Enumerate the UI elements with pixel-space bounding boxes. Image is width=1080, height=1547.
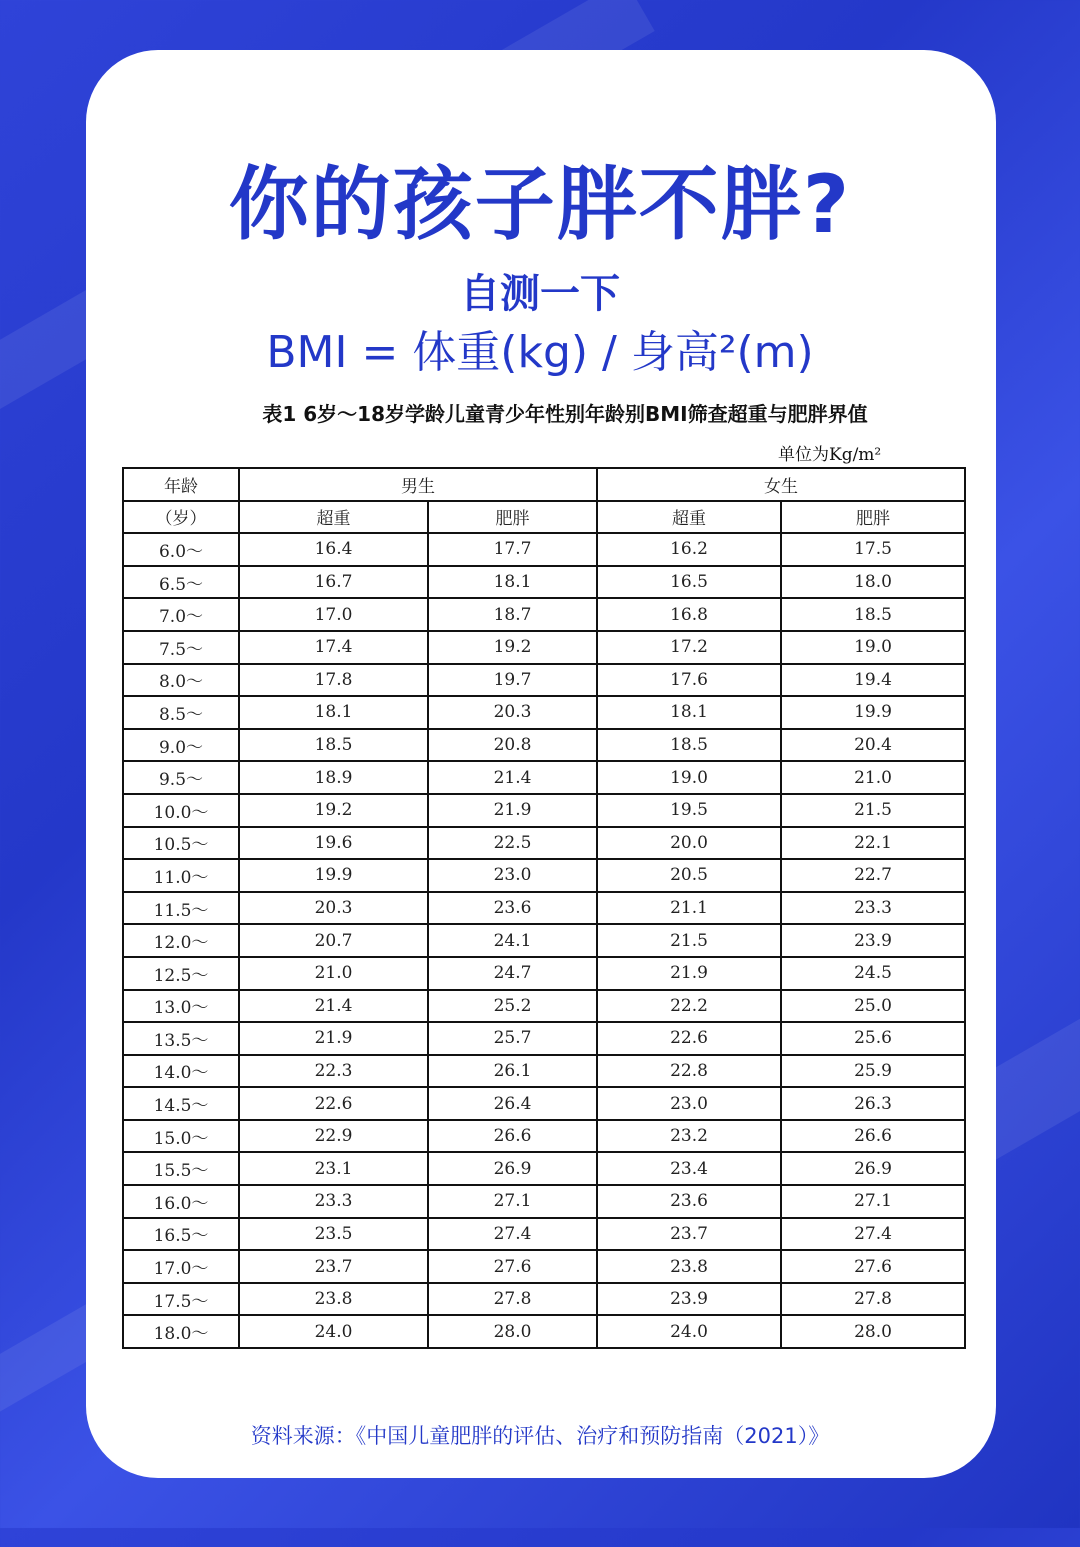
male-overweight-cell: 21.9 xyxy=(239,1022,428,1055)
female-obese-cell: 23.9 xyxy=(781,924,965,957)
female-overweight-cell: 23.0 xyxy=(597,1087,781,1120)
male-obese-cell: 18.1 xyxy=(428,566,597,599)
table-row xyxy=(123,696,965,729)
female-obese-cell: 25.0 xyxy=(781,990,965,1023)
female-overweight-cell: 17.6 xyxy=(597,664,781,697)
male-obese-cell: 25.2 xyxy=(428,990,597,1023)
male-header: 男生 xyxy=(239,468,597,501)
female-overweight-cell: 21.1 xyxy=(597,892,781,925)
female-overweight-cell: 24.0 xyxy=(597,1315,781,1348)
male-obese-cell: 22.5 xyxy=(428,827,597,860)
female-obese-cell: 22.7 xyxy=(781,859,965,892)
unit-label: 单位为Kg/m² xyxy=(778,445,882,465)
source-citation: 资料来源：《中国儿童肥胖的评估、治疗和预防指南（2021）》 xyxy=(250,1424,830,1448)
female-overweight-cell: 23.2 xyxy=(597,1120,781,1153)
table-row xyxy=(123,1218,965,1251)
table-row xyxy=(123,1022,965,1055)
male-overweight-cell: 17.4 xyxy=(239,631,428,664)
bmi-threshold-table xyxy=(122,467,966,1349)
female-overweight-cell: 16.5 xyxy=(597,566,781,599)
male-obese-cell: 24.7 xyxy=(428,957,597,990)
table-row xyxy=(123,892,965,925)
female-obese-cell: 27.8 xyxy=(781,1283,965,1316)
age-cell: 6.5～ xyxy=(123,566,239,599)
male-overweight-cell: 24.0 xyxy=(239,1315,428,1348)
age-header-line2: （岁） xyxy=(123,501,239,534)
male-obese-cell: 20.8 xyxy=(428,729,597,762)
male-obese-cell: 19.7 xyxy=(428,664,597,697)
table-row xyxy=(123,631,965,664)
table-row xyxy=(123,533,965,566)
male-obese-cell: 27.8 xyxy=(428,1283,597,1316)
age-cell: 9.5～ xyxy=(123,761,239,794)
male-overweight-cell: 17.8 xyxy=(239,664,428,697)
female-overweight-cell: 23.6 xyxy=(597,1185,781,1218)
female-obese-cell: 21.5 xyxy=(781,794,965,827)
table-row xyxy=(123,1152,965,1185)
table-row xyxy=(123,990,965,1023)
female-overweight-cell: 22.6 xyxy=(597,1022,781,1055)
female-overweight-cell: 23.9 xyxy=(597,1283,781,1316)
table-row xyxy=(123,1087,965,1120)
male-overweight-cell: 21.0 xyxy=(239,957,428,990)
age-cell: 12.5～ xyxy=(123,957,239,990)
table-row xyxy=(123,957,965,990)
female-obese-cell: 22.1 xyxy=(781,827,965,860)
table-row xyxy=(123,598,965,631)
age-cell: 8.5～ xyxy=(123,696,239,729)
female-overweight-cell: 20.5 xyxy=(597,859,781,892)
male-obese-cell: 24.1 xyxy=(428,924,597,957)
female-obese-cell: 27.6 xyxy=(781,1250,965,1283)
female-overweight-cell: 19.5 xyxy=(597,794,781,827)
female-overweight-cell: 21.9 xyxy=(597,957,781,990)
male-overweight-cell: 16.4 xyxy=(239,533,428,566)
table-caption: 表1 6岁～18岁学龄儿童青少年性别年龄别BMI筛查超重与肥胖界值 xyxy=(262,402,868,426)
female-obese-cell: 21.0 xyxy=(781,761,965,794)
table-row xyxy=(123,566,965,599)
male-overweight-cell: 16.7 xyxy=(239,566,428,599)
male-overweight-cell: 23.8 xyxy=(239,1283,428,1316)
female-overweight-cell: 22.8 xyxy=(597,1055,781,1088)
age-cell: 11.0～ xyxy=(123,859,239,892)
male-overweight-header: 超重 xyxy=(239,501,428,534)
table-row xyxy=(123,761,965,794)
age-cell: 18.0～ xyxy=(123,1315,239,1348)
table-row xyxy=(123,664,965,697)
female-header: 女生 xyxy=(597,468,965,501)
age-cell: 16.5～ xyxy=(123,1218,239,1251)
female-obese-cell: 27.4 xyxy=(781,1218,965,1251)
male-overweight-cell: 17.0 xyxy=(239,598,428,631)
male-obese-cell: 18.7 xyxy=(428,598,597,631)
female-obese-cell: 23.3 xyxy=(781,892,965,925)
male-overweight-cell: 19.6 xyxy=(239,827,428,860)
male-overweight-cell: 20.7 xyxy=(239,924,428,957)
male-overweight-cell: 19.2 xyxy=(239,794,428,827)
table-row xyxy=(123,1120,965,1153)
male-obese-cell: 23.6 xyxy=(428,892,597,925)
female-overweight-cell: 23.8 xyxy=(597,1250,781,1283)
male-overweight-cell: 18.5 xyxy=(239,729,428,762)
age-cell: 7.5～ xyxy=(123,631,239,664)
male-overweight-cell: 21.4 xyxy=(239,990,428,1023)
age-cell: 17.5～ xyxy=(123,1283,239,1316)
age-header-line1: 年龄 xyxy=(123,468,239,501)
male-obese-cell: 17.7 xyxy=(428,533,597,566)
male-overweight-cell: 22.3 xyxy=(239,1055,428,1088)
male-obese-cell: 27.6 xyxy=(428,1250,597,1283)
age-cell: 13.5～ xyxy=(123,1022,239,1055)
male-obese-header: 肥胖 xyxy=(428,501,597,534)
page-title: 你的孩子胖不胖? xyxy=(228,158,852,251)
male-overweight-cell: 23.7 xyxy=(239,1250,428,1283)
male-obese-cell: 27.4 xyxy=(428,1218,597,1251)
age-cell: 8.0～ xyxy=(123,664,239,697)
age-cell: 15.5～ xyxy=(123,1152,239,1185)
male-obese-cell: 26.1 xyxy=(428,1055,597,1088)
age-cell: 13.0～ xyxy=(123,990,239,1023)
female-overweight-cell: 23.4 xyxy=(597,1152,781,1185)
female-overweight-header: 超重 xyxy=(597,501,781,534)
male-overweight-cell: 19.9 xyxy=(239,859,428,892)
male-obese-cell: 28.0 xyxy=(428,1315,597,1348)
female-obese-cell: 28.0 xyxy=(781,1315,965,1348)
table-row xyxy=(123,859,965,892)
age-cell: 11.5～ xyxy=(123,892,239,925)
page-subtitle: 自测一下 xyxy=(460,271,620,317)
female-obese-cell: 24.5 xyxy=(781,957,965,990)
male-overweight-cell: 22.6 xyxy=(239,1087,428,1120)
female-obese-cell: 26.3 xyxy=(781,1087,965,1120)
female-overweight-cell: 22.2 xyxy=(597,990,781,1023)
female-obese-cell: 17.5 xyxy=(781,533,965,566)
bmi-formula: BMI = 体重(kg) / 身高²(m) xyxy=(266,327,814,378)
female-obese-cell: 25.9 xyxy=(781,1055,965,1088)
male-overweight-cell: 22.9 xyxy=(239,1120,428,1153)
table-row xyxy=(123,1250,965,1283)
age-cell: 10.5～ xyxy=(123,827,239,860)
female-overweight-cell: 16.2 xyxy=(597,533,781,566)
male-overweight-cell: 23.1 xyxy=(239,1152,428,1185)
female-overweight-cell: 17.2 xyxy=(597,631,781,664)
age-cell: 15.0～ xyxy=(123,1120,239,1153)
table-row xyxy=(123,1315,965,1348)
age-cell: 16.0～ xyxy=(123,1185,239,1218)
table-row xyxy=(123,729,965,762)
age-cell: 7.0～ xyxy=(123,598,239,631)
male-obese-cell: 26.6 xyxy=(428,1120,597,1153)
male-obese-cell: 21.4 xyxy=(428,761,597,794)
female-obese-cell: 25.6 xyxy=(781,1022,965,1055)
female-obese-cell: 18.5 xyxy=(781,598,965,631)
male-overweight-cell: 18.9 xyxy=(239,761,428,794)
table-row xyxy=(123,1185,965,1218)
age-cell: 9.0～ xyxy=(123,729,239,762)
female-overweight-cell: 18.5 xyxy=(597,729,781,762)
age-cell: 14.0～ xyxy=(123,1055,239,1088)
age-cell: 6.0～ xyxy=(123,533,239,566)
female-overweight-cell: 16.8 xyxy=(597,598,781,631)
female-obese-cell: 26.6 xyxy=(781,1120,965,1153)
male-obese-cell: 23.0 xyxy=(428,859,597,892)
age-cell: 10.0～ xyxy=(123,794,239,827)
male-obese-cell: 25.7 xyxy=(428,1022,597,1055)
female-obese-cell: 20.4 xyxy=(781,729,965,762)
male-obese-cell: 26.9 xyxy=(428,1152,597,1185)
male-overweight-cell: 18.1 xyxy=(239,696,428,729)
age-cell: 17.0～ xyxy=(123,1250,239,1283)
table-body xyxy=(123,533,965,1348)
female-overweight-cell: 19.0 xyxy=(597,761,781,794)
age-cell: 12.0～ xyxy=(123,924,239,957)
female-obese-cell: 27.1 xyxy=(781,1185,965,1218)
male-obese-cell: 27.1 xyxy=(428,1185,597,1218)
female-obese-cell: 18.0 xyxy=(781,566,965,599)
male-overweight-cell: 23.3 xyxy=(239,1185,428,1218)
female-overweight-cell: 21.5 xyxy=(597,924,781,957)
female-obese-cell: 19.4 xyxy=(781,664,965,697)
male-obese-cell: 21.9 xyxy=(428,794,597,827)
female-overweight-cell: 23.7 xyxy=(597,1218,781,1251)
female-overweight-cell: 18.1 xyxy=(597,696,781,729)
female-obese-cell: 19.9 xyxy=(781,696,965,729)
female-overweight-cell: 20.0 xyxy=(597,827,781,860)
female-obese-header: 肥胖 xyxy=(781,501,965,534)
female-obese-cell: 19.0 xyxy=(781,631,965,664)
table-row xyxy=(123,827,965,860)
table-row xyxy=(123,1283,965,1316)
male-obese-cell: 20.3 xyxy=(428,696,597,729)
table-row xyxy=(123,794,965,827)
male-obese-cell: 26.4 xyxy=(428,1087,597,1120)
male-overweight-cell: 20.3 xyxy=(239,892,428,925)
table-row xyxy=(123,924,965,957)
female-obese-cell: 26.9 xyxy=(781,1152,965,1185)
male-obese-cell: 19.2 xyxy=(428,631,597,664)
male-overweight-cell: 23.5 xyxy=(239,1218,428,1251)
age-cell: 14.5～ xyxy=(123,1087,239,1120)
table-row xyxy=(123,1055,965,1088)
